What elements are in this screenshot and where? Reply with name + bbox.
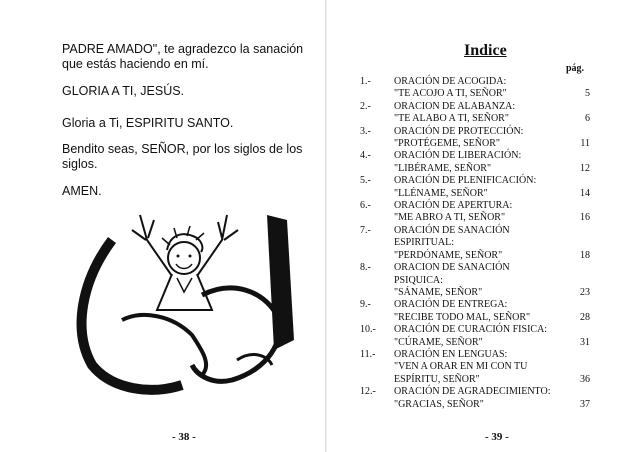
toc-entry-line: ESPIRITUAL: [394, 237, 454, 249]
toc-entry-page: 28 [580, 311, 590, 323]
toc-entry-page: 36 [580, 373, 590, 385]
toc-entry-number: 8.- [360, 262, 371, 274]
toc-entry-line: ORACIÓN EN LENGUAS: [394, 348, 508, 360]
toc-entry-line: "SÁNAME, SEÑOR" [394, 286, 483, 298]
toc-entry-page: 12 [580, 162, 590, 174]
prayer-line-5: AMEN. [62, 184, 102, 198]
toc-entry-number: 12.- [360, 386, 376, 398]
prayer-line-2: GLORIA A TI, JESÚS. [62, 84, 185, 98]
toc-entry [360, 200, 620, 225]
page-number-right: - 39 - [485, 431, 509, 443]
toc-entry [360, 386, 620, 411]
toc-entry-number: 10.- [360, 324, 376, 336]
toc-entry [360, 150, 620, 175]
toc-entry-line: "ME ABRO A TI, SEÑOR" [394, 212, 506, 224]
toc-entry-line: ORACIÓN DE LIBERACIÓN: [394, 150, 522, 162]
toc-entry-number: 2.- [360, 100, 371, 112]
toc-entry-line: ORACIÓN DE PLENIFICACIÓN: [394, 175, 537, 187]
toc-entry [360, 225, 620, 262]
toc-entry [360, 126, 620, 151]
toc-entry-line: "LIBÉRAME, SEÑOR" [394, 162, 492, 174]
toc-entry-line: ORACIÓN DE PROTECCIÓN: [394, 125, 524, 137]
toc-entry-number: 5.- [360, 175, 371, 187]
toc-entry-page: 11 [580, 138, 590, 150]
prayer-line-1: PADRE AMADO", te agradezco la sanación que estás haciendo en mí. [62, 42, 304, 71]
toc-entry [360, 175, 620, 200]
toc-entry-line: ORACIÓN DE ENTREGA: [394, 299, 508, 311]
toc-entry-page: 14 [580, 187, 590, 199]
toc-entry-number: 1.- [360, 76, 371, 87]
toc-entry-line: ORACIÓN DE ACOGIDA: [394, 76, 507, 87]
prayer-line-4: Bendito seas, SEÑOR, por los siglos de los siglos. [62, 142, 303, 171]
page-column-label: pág. [566, 63, 585, 74]
toc-entry-number: 11.- [360, 348, 376, 360]
toc-entry-number: 9.- [360, 299, 371, 311]
book-spine [325, 0, 327, 452]
toc-entry-line: "TE ALABO A TI, SEÑOR" [394, 113, 509, 125]
toc-entry-line: ORACION DE ALABANZA: [394, 100, 516, 112]
child-in-hands-illustration [62, 200, 307, 400]
toc-entry-number: 7.- [360, 224, 371, 236]
page-number-left: - 38 - [172, 431, 196, 443]
toc-entry [360, 299, 620, 324]
toc-entry-line: ORACIÓN DE SANACIÓN [394, 224, 510, 236]
toc-entry-line: ESPÍRITU, SEÑOR" [394, 373, 480, 385]
toc-entry [360, 324, 620, 349]
toc-entry-page: 6 [585, 113, 590, 125]
table-of-contents [360, 76, 620, 411]
toc-entry-page: 31 [580, 336, 590, 348]
toc-entry-line: "PROTÉGEME, SEÑOR" [394, 138, 500, 150]
toc-entry [360, 101, 620, 126]
toc-entry-line: ORACION DE SANACIÓN [394, 262, 510, 274]
toc-entry-page: 37 [580, 398, 590, 410]
toc-entry-number: 6.- [360, 200, 371, 212]
toc-entry-line: "GRACIAS, SEÑOR" [394, 398, 484, 410]
toc-entry-number: 3.- [360, 125, 371, 137]
toc-entry-page: 5 [585, 88, 590, 100]
toc-entry-line: PSIQUICA: [394, 274, 443, 286]
toc-entry-line: "PERDÓNAME, SEÑOR" [394, 249, 503, 261]
toc-entry-page: 18 [580, 249, 590, 261]
toc-entry-line: "RECIBE TODO MAL, SEÑOR" [394, 311, 531, 323]
toc-entry-page: 23 [580, 286, 590, 298]
toc-entry-line: "TE ACOJO A TI, SEÑOR" [394, 88, 507, 100]
index-title: Indice [464, 42, 507, 59]
toc-entry [360, 76, 620, 101]
toc-entry-line: "CÚRAME, SEÑOR" [394, 336, 483, 348]
toc-entry [360, 349, 620, 386]
prayer-line-3: Gloria a Ti, ESPIRITU SANTO. [62, 116, 234, 130]
toc-entry-line: "VEN A ORAR EN MI CON TU [394, 361, 528, 373]
toc-entry-line: "LLÉNAME, SEÑOR" [394, 187, 488, 199]
toc-entry [360, 262, 620, 299]
toc-entry-line: ORACIÓN DE AGRADECIMIENTO: [394, 386, 551, 398]
toc-entry-number: 4.- [360, 150, 371, 162]
right-page [330, 0, 638, 452]
toc-entry-page: 16 [580, 212, 590, 224]
toc-entry-line: ORACIÓN DE CURACIÓN FISICA: [394, 324, 548, 336]
toc-entry-line: ORACIÓN DE APERTURA: [394, 200, 513, 212]
